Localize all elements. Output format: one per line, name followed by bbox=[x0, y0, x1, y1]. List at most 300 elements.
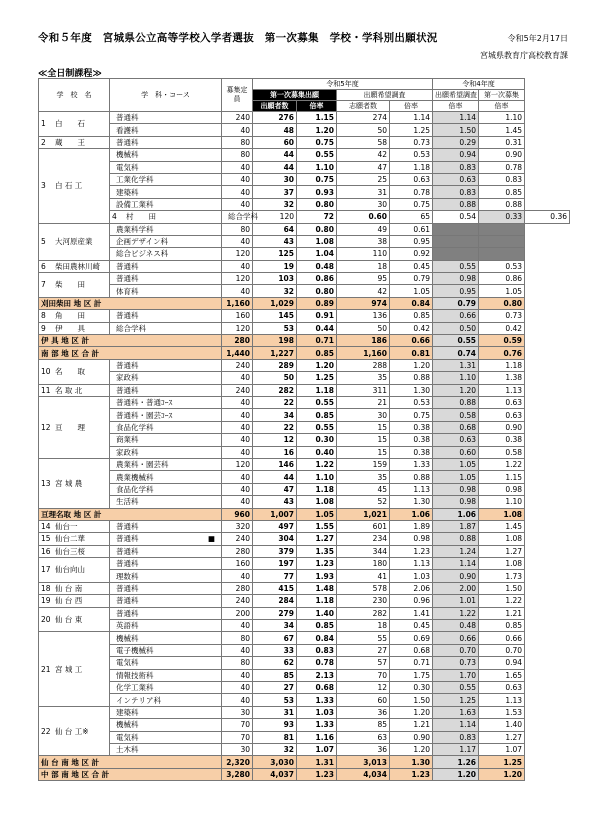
applicants-value: 1,007 bbox=[253, 508, 297, 520]
table-row bbox=[39, 719, 570, 731]
ratio-value: 1.33 bbox=[297, 694, 337, 706]
r4-survey-ratio-value: 1.14 bbox=[433, 112, 479, 124]
ratio-value: 0.85 bbox=[297, 409, 337, 421]
survey-ratio-value: 2.06 bbox=[390, 582, 433, 594]
school-label: 亘 理 bbox=[55, 422, 85, 432]
ratio-value: 1.05 bbox=[297, 508, 337, 520]
ratio-value: 0.71 bbox=[297, 335, 337, 347]
hopers-value: 159 bbox=[337, 458, 390, 470]
hopers-value: 186 bbox=[337, 335, 390, 347]
publish-date: 令和5年2月17日 bbox=[507, 34, 568, 43]
applicants-value: 379 bbox=[253, 545, 297, 557]
course-name: 機械科 bbox=[110, 719, 222, 731]
header-applicants: 出願者数 bbox=[253, 101, 297, 112]
applicants-value: 145 bbox=[253, 310, 297, 322]
r4-survey-ratio-value: 0.83 bbox=[433, 186, 479, 198]
survey-ratio-value: 1.50 bbox=[390, 694, 433, 706]
ratio-value: 1.31 bbox=[297, 756, 337, 768]
survey-ratio-value: 1.03 bbox=[390, 570, 433, 582]
r4-survey-ratio-value: 1.50 bbox=[433, 124, 479, 136]
capacity-value: 80 bbox=[222, 657, 253, 669]
ratio-value: 0.40 bbox=[297, 446, 337, 458]
survey-ratio-value: 0.38 bbox=[390, 421, 433, 433]
applicants-value: 103 bbox=[253, 273, 297, 285]
course-name: 生活科 bbox=[110, 496, 222, 508]
ratio-value: 0.80 bbox=[297, 285, 337, 297]
r4-first-ratio-value: 1.10 bbox=[479, 496, 525, 508]
survey-ratio-value: 1.21 bbox=[390, 719, 433, 731]
header-first-app: 第一次募集出願 bbox=[253, 90, 337, 101]
table-row bbox=[39, 161, 570, 173]
survey-ratio-value: 0.75 bbox=[390, 409, 433, 421]
school-name bbox=[39, 545, 110, 557]
applicants-value: 289 bbox=[253, 359, 297, 371]
r4-first-ratio-value: 1.08 bbox=[479, 508, 525, 520]
hopers-value: 38 bbox=[337, 235, 390, 247]
ratio-value: 0.55 bbox=[297, 149, 337, 161]
hopers-value: 47 bbox=[337, 161, 390, 173]
course-name: 普通科 bbox=[110, 310, 222, 322]
survey-ratio-value: 0.73 bbox=[390, 136, 433, 148]
capacity-value: 120 bbox=[253, 211, 297, 223]
survey-ratio-value: 1.18 bbox=[390, 161, 433, 173]
survey-ratio-value: 0.75 bbox=[390, 198, 433, 210]
course-name: 英語科 bbox=[110, 620, 222, 632]
hopers-value: 21 bbox=[337, 396, 390, 408]
school-label: 宮 城 工 bbox=[55, 664, 83, 674]
course-name: 普通科 bbox=[110, 582, 222, 594]
r4-first-ratio-value: 1.22 bbox=[479, 458, 525, 470]
school-number: 1 bbox=[41, 119, 46, 129]
capacity-value: 160 bbox=[222, 310, 253, 322]
school-name bbox=[39, 223, 110, 260]
survey-ratio-value: 0.92 bbox=[390, 248, 433, 260]
page-title: 令和５年度 宮城県公立高等学校入学者選抜 第一次募集 学校・学科別出願状況 bbox=[38, 32, 438, 44]
course-name: 食品化学科 bbox=[110, 483, 222, 495]
school-label: 白 石 bbox=[55, 119, 85, 129]
hopers-value: 35 bbox=[337, 471, 390, 483]
r4-survey-ratio-value: 0.63 bbox=[433, 173, 479, 185]
ratio-value: 1.23 bbox=[297, 558, 337, 570]
survey-ratio-value: 1.30 bbox=[390, 756, 433, 768]
ratio-value: 0.83 bbox=[297, 644, 337, 656]
school-name bbox=[39, 458, 110, 508]
hopers-value: 274 bbox=[337, 112, 390, 124]
course-name: 設備工業科 bbox=[110, 198, 222, 210]
capacity-value: 80 bbox=[222, 223, 253, 235]
hopers-value: 60 bbox=[337, 694, 390, 706]
capacity-value: 240 bbox=[222, 359, 253, 371]
r4-survey-ratio-value: 1.14 bbox=[433, 719, 479, 731]
school-label: 大河原産業 bbox=[55, 237, 93, 247]
applicants-value: 22 bbox=[253, 396, 297, 408]
school-number: 13 bbox=[41, 478, 51, 488]
table-row bbox=[39, 607, 570, 619]
survey-ratio-value: 0.69 bbox=[390, 632, 433, 644]
school-name bbox=[39, 520, 110, 532]
table-row bbox=[39, 545, 570, 557]
school-number: 16 bbox=[41, 546, 51, 556]
r4-first-ratio-value: 0.42 bbox=[479, 322, 525, 334]
school-number: 20 bbox=[41, 615, 51, 625]
ratio-value: 0.44 bbox=[297, 322, 337, 334]
school-label: 仙台三桜 bbox=[55, 546, 85, 556]
survey-ratio-value: 1.41 bbox=[390, 607, 433, 619]
subtotal-row bbox=[39, 508, 570, 520]
r4-survey-ratio-value: 0.88 bbox=[433, 396, 479, 408]
table-row bbox=[39, 396, 570, 408]
course-name: 普通科 bbox=[110, 595, 222, 607]
table-row bbox=[39, 322, 570, 334]
ratio-value: 0.86 bbox=[297, 273, 337, 285]
school-label: 仙台一 bbox=[55, 522, 78, 532]
section-label: ≪全日制課程≫ bbox=[38, 69, 102, 79]
applicants-value: 44 bbox=[253, 149, 297, 161]
table-row bbox=[39, 359, 570, 371]
header-school: 学 校 名 bbox=[39, 79, 110, 112]
survey-ratio-value: 0.30 bbox=[390, 681, 433, 693]
hopers-value: 230 bbox=[337, 595, 390, 607]
r4-survey-ratio-value bbox=[433, 235, 479, 247]
ratio-value: 1.40 bbox=[297, 607, 337, 619]
hopers-value: 15 bbox=[337, 434, 390, 446]
table-row bbox=[39, 743, 570, 755]
course-name: 電気科 bbox=[110, 657, 222, 669]
subtotal-label: 南 部 地 区 合 計 bbox=[39, 347, 222, 359]
r4-survey-ratio-value bbox=[433, 248, 479, 260]
r4-first-ratio-value: 0.31 bbox=[479, 136, 525, 148]
school-label: 宮 城 農 bbox=[55, 478, 83, 488]
capacity-value: 80 bbox=[222, 149, 253, 161]
header-hopers: 志願者数 bbox=[337, 101, 390, 112]
r4-survey-ratio-value: 0.66 bbox=[433, 310, 479, 322]
applicants-value: 284 bbox=[253, 595, 297, 607]
ratio-value: 1.23 bbox=[297, 768, 337, 780]
applicants-value: 3,030 bbox=[253, 756, 297, 768]
ratio-value: 0.89 bbox=[297, 297, 337, 309]
hopers-value: 578 bbox=[337, 582, 390, 594]
applicants-value: 62 bbox=[253, 657, 297, 669]
r4-survey-ratio-value: 0.68 bbox=[433, 421, 479, 433]
r4-survey-ratio-value: 0.58 bbox=[433, 409, 479, 421]
course-name: 機械科 bbox=[110, 632, 222, 644]
table-row bbox=[39, 198, 570, 210]
hopers-value: 31 bbox=[337, 186, 390, 198]
ratio-value: 1.33 bbox=[297, 719, 337, 731]
school-label: 村 田 bbox=[126, 212, 156, 222]
hopers-value: 15 bbox=[337, 446, 390, 458]
school-name bbox=[39, 558, 110, 583]
school-name bbox=[110, 211, 222, 223]
r4-survey-ratio-value: 1.26 bbox=[433, 756, 479, 768]
capacity-value: 40 bbox=[222, 186, 253, 198]
applicants-value: 44 bbox=[253, 161, 297, 173]
applicants-value: 93 bbox=[253, 719, 297, 731]
r4-first-ratio-value: 1.08 bbox=[479, 533, 525, 545]
ratio-value: 1.08 bbox=[297, 496, 337, 508]
capacity-value: 70 bbox=[222, 719, 253, 731]
r4-first-ratio-value: 0.80 bbox=[479, 297, 525, 309]
applicants-value: 85 bbox=[253, 669, 297, 681]
applicants-value: 4,037 bbox=[253, 768, 297, 780]
survey-ratio-value: 1.20 bbox=[390, 743, 433, 755]
survey-ratio-value: 1.30 bbox=[390, 384, 433, 396]
r4-first-ratio-value bbox=[479, 235, 525, 247]
r4-first-ratio-value: 0.59 bbox=[479, 335, 525, 347]
subtotal-row bbox=[39, 756, 570, 768]
ratio-value: 2.13 bbox=[297, 669, 337, 681]
table-row bbox=[39, 235, 570, 247]
r4-survey-ratio-value: 1.20 bbox=[433, 768, 479, 780]
school-number: 6 bbox=[41, 261, 46, 271]
applicants-value: 32 bbox=[253, 285, 297, 297]
school-name bbox=[39, 310, 110, 322]
hopers-value: 52 bbox=[337, 496, 390, 508]
hopers-value: 18 bbox=[337, 620, 390, 632]
hopers-value: 12 bbox=[337, 681, 390, 693]
r4-first-ratio-value: 1.73 bbox=[479, 570, 525, 582]
applicants-value: 1,227 bbox=[253, 347, 297, 359]
r4-survey-ratio-value: 0.48 bbox=[433, 620, 479, 632]
school-label: 名 取 北 bbox=[55, 385, 83, 395]
applicants-value: 48 bbox=[253, 124, 297, 136]
table-row bbox=[39, 285, 570, 297]
r4-survey-ratio-value: 2.00 bbox=[433, 582, 479, 594]
ratio-value: 1.10 bbox=[297, 161, 337, 173]
table-row bbox=[39, 409, 570, 421]
ratio-value: 0.91 bbox=[297, 310, 337, 322]
r4-survey-ratio-value: 0.83 bbox=[433, 161, 479, 173]
capacity-value: 40 bbox=[222, 434, 253, 446]
subtotal-label: 仙 台 南 地 区 計 bbox=[39, 756, 222, 768]
r4-first-ratio-value: 1.18 bbox=[479, 359, 525, 371]
capacity-value: 2,320 bbox=[222, 756, 253, 768]
ratio-value: 0.55 bbox=[297, 396, 337, 408]
capacity-value: 120 bbox=[222, 248, 253, 260]
header-r4-survey: 出願希望調査 bbox=[433, 90, 479, 101]
applicants-value: 43 bbox=[253, 496, 297, 508]
school-number: 5 bbox=[41, 237, 46, 247]
marker-glyph: ■ bbox=[207, 534, 215, 544]
ratio-value: 0.78 bbox=[297, 657, 337, 669]
capacity-value: 40 bbox=[222, 235, 253, 247]
capacity-value: 40 bbox=[222, 161, 253, 173]
subtotal-label: 伊 具 地 区 計 bbox=[39, 335, 222, 347]
ratio-value: 1.18 bbox=[297, 483, 337, 495]
survey-ratio-value: 1.13 bbox=[390, 558, 433, 570]
survey-ratio-value: 0.81 bbox=[390, 347, 433, 359]
hopers-value: 36 bbox=[337, 743, 390, 755]
capacity-value: 40 bbox=[222, 483, 253, 495]
capacity-value: 40 bbox=[222, 421, 253, 433]
header-course: 学 科・コース bbox=[110, 79, 222, 112]
ratio-value: 0.75 bbox=[297, 136, 337, 148]
survey-ratio-value: 0.98 bbox=[390, 533, 433, 545]
table-row bbox=[39, 582, 570, 594]
r4-first-ratio-value: 0.78 bbox=[479, 161, 525, 173]
r4-first-ratio-value: 1.65 bbox=[479, 669, 525, 681]
r4-first-ratio-value: 1.13 bbox=[479, 384, 525, 396]
applicants-value: 279 bbox=[253, 607, 297, 619]
course-name: 化学工業科 bbox=[110, 681, 222, 693]
survey-ratio-value: 1.75 bbox=[390, 669, 433, 681]
school-name bbox=[39, 595, 110, 607]
r4-survey-ratio-value: 1.05 bbox=[433, 471, 479, 483]
applicants-value: 198 bbox=[253, 335, 297, 347]
applicants-value: 22 bbox=[253, 421, 297, 433]
course-name: 電気科 bbox=[110, 161, 222, 173]
capacity-value: 160 bbox=[222, 558, 253, 570]
hopers-value: 85 bbox=[337, 719, 390, 731]
capacity-value: 40 bbox=[222, 669, 253, 681]
hopers-value: 42 bbox=[337, 285, 390, 297]
capacity-value: 240 bbox=[222, 384, 253, 396]
r4-first-ratio-value: 0.76 bbox=[479, 347, 525, 359]
r4-survey-ratio-value: 0.94 bbox=[433, 149, 479, 161]
school-name bbox=[39, 582, 110, 594]
r4-first-ratio-value: 1.21 bbox=[479, 607, 525, 619]
school-number: 4 bbox=[112, 212, 117, 222]
school-label: 柴田農林川崎 bbox=[55, 261, 100, 271]
r4-survey-ratio-value: 0.88 bbox=[433, 533, 479, 545]
survey-ratio-value: 0.53 bbox=[390, 396, 433, 408]
school-label: 仙 台 南 bbox=[55, 584, 83, 594]
ratio-value: 1.18 bbox=[297, 384, 337, 396]
r4-survey-ratio-value: 0.79 bbox=[433, 297, 479, 309]
r4-survey-ratio-value: 1.10 bbox=[433, 372, 479, 384]
r4-first-ratio-value: 1.08 bbox=[479, 558, 525, 570]
ratio-value: 1.18 bbox=[297, 595, 337, 607]
r4-first-ratio-value: 0.63 bbox=[479, 409, 525, 421]
table-row bbox=[39, 570, 570, 582]
header-r4: 令和4年度 bbox=[433, 79, 525, 90]
applicants-value: 67 bbox=[253, 632, 297, 644]
applicants-value: 81 bbox=[253, 731, 297, 743]
ratio-value: 1.48 bbox=[297, 582, 337, 594]
course-name: 土木科 bbox=[110, 743, 222, 755]
school-number: 12 bbox=[41, 422, 51, 432]
r4-first-ratio-value: 0.38 bbox=[479, 434, 525, 446]
school-number: 21 bbox=[41, 664, 51, 674]
header-survey: 出願希望調査 bbox=[337, 90, 433, 101]
school-label: 仙 台 工※ bbox=[55, 726, 89, 736]
subtotal-row bbox=[39, 347, 570, 359]
survey-ratio-value: 0.78 bbox=[390, 186, 433, 198]
hopers-value: 50 bbox=[337, 322, 390, 334]
survey-ratio-value: 0.85 bbox=[390, 310, 433, 322]
capacity-value: 40 bbox=[222, 198, 253, 210]
ratio-value: 1.16 bbox=[297, 731, 337, 743]
subtotal-row bbox=[39, 335, 570, 347]
ratio-value: 1.55 bbox=[297, 520, 337, 532]
school-name bbox=[39, 396, 110, 458]
r4-survey-ratio-value: 1.25 bbox=[433, 694, 479, 706]
applicants-value: 77 bbox=[253, 570, 297, 582]
table-row bbox=[39, 434, 570, 446]
course-name: 普通科 bbox=[110, 260, 222, 272]
r4-survey-ratio-value: 0.29 bbox=[433, 136, 479, 148]
applicants-value: 34 bbox=[253, 620, 297, 632]
table-row bbox=[39, 533, 570, 545]
applicants-value: 44 bbox=[253, 471, 297, 483]
r4-survey-ratio-value: 1.63 bbox=[433, 706, 479, 718]
applicants-value: 1,029 bbox=[253, 297, 297, 309]
capacity-value: 280 bbox=[222, 545, 253, 557]
survey-ratio-value: 1.23 bbox=[390, 768, 433, 780]
applicants-value: 31 bbox=[253, 706, 297, 718]
school-number: 7 bbox=[41, 280, 46, 290]
school-name bbox=[39, 322, 110, 334]
r4-first-ratio-value: 1.38 bbox=[479, 372, 525, 384]
course-name: 普通科 bbox=[110, 136, 222, 148]
subtotal-row bbox=[39, 768, 570, 780]
table-row bbox=[39, 458, 570, 470]
hopers-value: 110 bbox=[337, 248, 390, 260]
table-row bbox=[39, 173, 570, 185]
table-row bbox=[39, 136, 570, 148]
r4-survey-ratio-value: 0.98 bbox=[433, 273, 479, 285]
applicants-value: 64 bbox=[253, 223, 297, 235]
applicants-value: 197 bbox=[253, 558, 297, 570]
course-name: 商業科 bbox=[110, 434, 222, 446]
header-ratio: 倍率 bbox=[297, 101, 337, 112]
r4-first-ratio-value: 1.45 bbox=[479, 124, 525, 136]
r4-first-ratio-value: 0.90 bbox=[479, 421, 525, 433]
course-name: 普通科 bbox=[110, 558, 222, 570]
school-label: 伊 具 bbox=[55, 323, 85, 333]
capacity-value: 320 bbox=[222, 520, 253, 532]
r4-first-ratio-value: 1.27 bbox=[479, 545, 525, 557]
applicants-value: 50 bbox=[253, 372, 297, 384]
hopers-value: 18 bbox=[337, 260, 390, 272]
r4-survey-ratio-value: 0.70 bbox=[433, 644, 479, 656]
capacity-value: 40 bbox=[222, 396, 253, 408]
r4-first-ratio-value: 1.27 bbox=[479, 731, 525, 743]
header-capacity: 募集定員 bbox=[222, 79, 253, 112]
capacity-value: 120 bbox=[222, 322, 253, 334]
table-row bbox=[39, 644, 570, 656]
course-name: 電子機械科 bbox=[110, 644, 222, 656]
survey-ratio-value: 1.20 bbox=[390, 706, 433, 718]
table-row bbox=[39, 681, 570, 693]
survey-ratio-value: 0.84 bbox=[390, 297, 433, 309]
capacity-value: 40 bbox=[222, 124, 253, 136]
hopers-value: 95 bbox=[337, 273, 390, 285]
r4-survey-ratio-value: 0.33 bbox=[479, 211, 525, 223]
capacity-value: 40 bbox=[222, 446, 253, 458]
r4-first-ratio-value: 1.05 bbox=[479, 285, 525, 297]
hopers-value: 36 bbox=[337, 706, 390, 718]
course-name: 普通科 ■ bbox=[110, 533, 222, 545]
course-name: 普通科 bbox=[110, 112, 222, 124]
course-name: 農業科・園芸科 bbox=[110, 458, 222, 470]
ratio-value: 0.68 bbox=[297, 681, 337, 693]
survey-ratio-value: 1.25 bbox=[390, 124, 433, 136]
hopers-value: 50 bbox=[337, 124, 390, 136]
hopers-value: 234 bbox=[337, 533, 390, 545]
r4-first-ratio-value: 1.40 bbox=[479, 719, 525, 731]
survey-ratio-value: 0.38 bbox=[390, 434, 433, 446]
header-r4-ratio-a: 倍率 bbox=[433, 101, 479, 112]
survey-ratio-value: 0.96 bbox=[390, 595, 433, 607]
hopers-value: 282 bbox=[337, 607, 390, 619]
capacity-value: 3,280 bbox=[222, 768, 253, 780]
ratio-value: 0.55 bbox=[297, 421, 337, 433]
r4-survey-ratio-value: 0.98 bbox=[433, 496, 479, 508]
survey-ratio-value: 0.45 bbox=[390, 260, 433, 272]
r4-survey-ratio-value: 1.05 bbox=[433, 458, 479, 470]
applicants-value: 497 bbox=[253, 520, 297, 532]
